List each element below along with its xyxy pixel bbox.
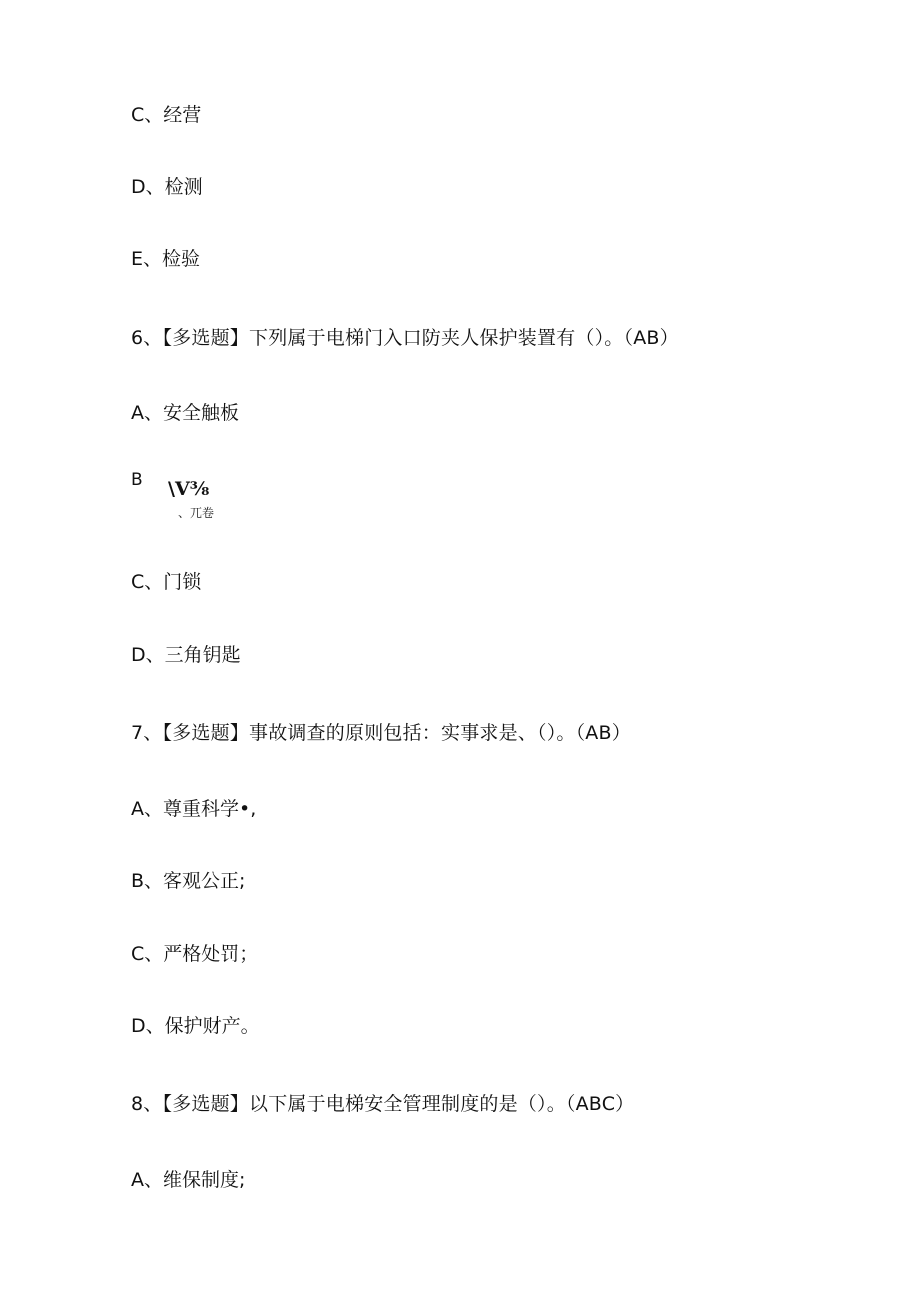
- q6-option-b-letter: B: [131, 470, 143, 490]
- q6-option-b-garbled-text: 、兀卷: [178, 506, 215, 520]
- question-8-text: 8、【多选题】以下属于电梯安全管理制度的是（）。（ABC）: [131, 1093, 635, 1115]
- q6-option-c: C、门锁: [131, 571, 202, 593]
- question-6-text: 6、【多选题】下列属于电梯门入口防夹人保护装置有（）。（AB）: [131, 327, 679, 349]
- q8-option-a: A、维保制度;: [131, 1169, 246, 1191]
- q7-option-d: D、保护财产。: [131, 1015, 260, 1037]
- q6-option-d: D、三角钥匙: [131, 644, 241, 666]
- option-e-jianyan: E、检验: [131, 248, 201, 270]
- q6-option-a: A、安全触板: [131, 402, 239, 424]
- q7-option-b: B、客观公正;: [131, 870, 246, 892]
- question-7-text: 7、【多选题】事故调查的原则包括：实事求是、（）。（AB）: [131, 722, 631, 744]
- q7-option-a: A、尊重科学•,: [131, 798, 257, 820]
- q7-option-c: C、严格处罚；: [131, 943, 259, 965]
- q6-option-b-garbled-glyph: \V⅜: [168, 478, 210, 500]
- option-d-jiance: D、检测: [131, 176, 203, 198]
- option-c-jingying: C、经营: [131, 104, 202, 126]
